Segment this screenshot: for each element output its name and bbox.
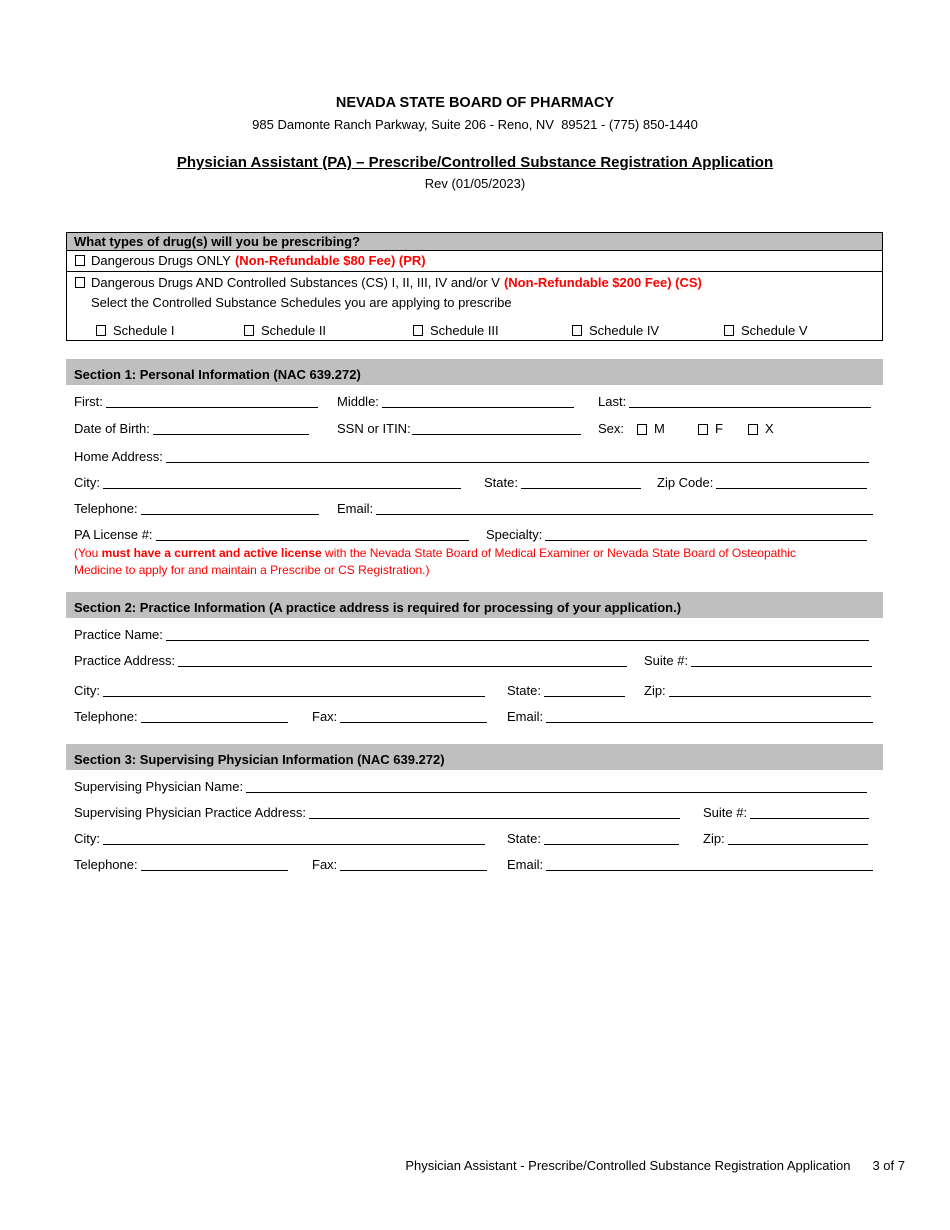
supervisor-zip-input[interactable] — [728, 844, 868, 845]
middle-name-field — [337, 393, 574, 411]
practice-suite-field — [644, 652, 872, 670]
practice-address-field — [74, 652, 627, 670]
sex-m-checkbox[interactable] — [637, 424, 647, 435]
specialty-field — [486, 526, 867, 544]
supervisor-city-field — [74, 830, 485, 848]
practice-address-input[interactable] — [178, 666, 627, 667]
form-revision: Rev (01/05/2023) — [424, 176, 526, 191]
row-divider — [67, 271, 882, 272]
schedule-ii-option[interactable] — [244, 322, 326, 339]
last-name-input[interactable] — [629, 407, 871, 408]
sex-f-label: F — [715, 421, 723, 436]
practice-state-input[interactable] — [544, 696, 625, 697]
license-note-line1 — [74, 545, 796, 561]
practice-fax-field — [312, 708, 487, 726]
license-note-emphasis: must have a current and active license — [101, 546, 322, 560]
schedule-iv-label: Schedule IV — [589, 323, 660, 338]
specialty-input[interactable] — [545, 540, 867, 541]
sex-x-label: X — [765, 421, 774, 436]
supervisor-address-field — [74, 804, 680, 822]
dangerous-and-controlled-label: Dangerous Drugs AND Controlled Substances (CS) I, II, III, IV and/or V — [91, 275, 500, 290]
schedule-iv-checkbox[interactable] — [572, 325, 582, 336]
ssn-field — [337, 420, 581, 438]
telephone-label: Telephone: — [74, 501, 138, 516]
state-field — [484, 474, 641, 492]
dangerous-drugs-only-label: Dangerous Drugs ONLY — [91, 253, 231, 268]
dob-field — [74, 420, 309, 438]
supervisor-city-input[interactable] — [103, 844, 485, 845]
sex-option-m[interactable] — [637, 420, 665, 438]
sex-x-checkbox[interactable] — [748, 424, 758, 435]
schedule-iii-checkbox[interactable] — [413, 325, 423, 336]
email-field — [337, 500, 873, 518]
supervisor-address-input[interactable] — [309, 818, 680, 819]
first-name-input[interactable] — [106, 407, 318, 408]
supervisor-telephone-field — [74, 856, 288, 874]
practice-zip-field — [644, 682, 871, 700]
schedule-i-label: Schedule I — [113, 323, 175, 338]
supervisor-suite-field — [703, 804, 869, 822]
license-note-suffix: with the Nevada State Board of Medical Examiner or Nevada State Board of Osteopathic — [321, 546, 796, 560]
footer-form-name: Physician Assistant - Prescribe/Controlled Substance Registration Application — [405, 1158, 851, 1173]
practice-state-field — [507, 682, 625, 700]
practice-name-label: Practice Name: — [74, 627, 163, 642]
supervisor-state-label: State: — [507, 831, 541, 846]
drug-types-box — [66, 232, 883, 341]
sex-f-checkbox[interactable] — [698, 424, 708, 435]
supervisor-zip-field — [703, 830, 868, 848]
org-address: 985 Damonte Ranch Parkway, Suite 206 - Reno, NV 89521 - (775) 850-1440 — [252, 117, 698, 132]
practice-telephone-field — [74, 708, 288, 726]
pa-license-field — [74, 526, 469, 544]
practice-fax-input[interactable] — [340, 722, 487, 723]
practice-city-label: City: — [74, 683, 100, 698]
supervisor-fax-input[interactable] — [340, 870, 487, 871]
supervisor-telephone-input[interactable] — [141, 870, 288, 871]
schedules-prompt: Select the Controlled Substance Schedules you are applying to prescribe — [91, 295, 512, 310]
practice-suite-label: Suite #: — [644, 653, 689, 668]
dangerous-and-controlled-checkbox[interactable] — [75, 277, 85, 288]
supervisor-telephone-label: Telephone: — [74, 857, 138, 872]
specialty-label: Specialty: — [486, 527, 543, 542]
page-footer — [405, 1157, 905, 1175]
state-input[interactable] — [521, 488, 641, 489]
ssn-input[interactable] — [412, 434, 581, 435]
supervisor-state-input[interactable] — [544, 844, 679, 845]
supervisor-email-label: Email: — [507, 857, 544, 872]
middle-name-label: Middle: — [337, 394, 379, 409]
practice-email-field — [507, 708, 873, 726]
telephone-field — [74, 500, 319, 518]
practice-address-label: Practice Address: — [74, 653, 176, 668]
supervisor-address-label: Supervising Physician Practice Address: — [74, 805, 306, 820]
zip-code-label: Zip Code: — [657, 475, 714, 490]
practice-city-input[interactable] — [103, 696, 485, 697]
practice-state-label: State: — [507, 683, 541, 698]
home-address-field — [74, 448, 869, 466]
supervisor-email-input[interactable] — [546, 870, 873, 871]
org-name: NEVADA STATE BOARD OF PHARMACY — [335, 95, 615, 111]
dob-input[interactable] — [153, 434, 309, 435]
supervisor-city-label: City: — [74, 831, 100, 846]
form-title: Physician Assistant (PA) – Prescribe/Controlled Substance Registration Application — [176, 154, 774, 171]
practice-email-label: Email: — [507, 709, 544, 724]
practice-zip-input[interactable] — [669, 696, 871, 697]
zip-code-input[interactable] — [716, 488, 867, 489]
schedule-ii-label: Schedule II — [261, 323, 327, 338]
supervisor-email-field — [507, 856, 873, 874]
schedule-iii-option[interactable] — [413, 322, 499, 339]
state-label: State: — [484, 475, 518, 490]
practice-city-field — [74, 682, 485, 700]
schedule-i-option[interactable] — [96, 322, 174, 339]
drug-types-question: What types of drug(s) will you be prescribing? — [67, 233, 882, 251]
practice-name-input[interactable] — [166, 640, 869, 641]
sex-field — [598, 420, 638, 438]
telephone-input[interactable] — [141, 514, 319, 515]
sex-label: Sex: — [598, 421, 625, 436]
schedule-iii-label: Schedule III — [430, 323, 499, 338]
city-input[interactable] — [103, 488, 461, 489]
city-label: City: — [74, 475, 100, 490]
schedule-v-checkbox[interactable] — [724, 325, 734, 336]
license-note-prefix: (You — [74, 546, 102, 560]
sex-option-f[interactable] — [698, 420, 723, 438]
supervisor-fax-label: Fax: — [312, 857, 338, 872]
last-name-field — [598, 393, 871, 411]
supervisor-name-label: Supervising Physician Name: — [74, 779, 244, 794]
supervisor-suite-label: Suite #: — [703, 805, 748, 820]
city-field — [74, 474, 461, 492]
page-number: 3 of 7 — [872, 1158, 905, 1173]
ssn-label: SSN or ITIN: — [337, 421, 411, 436]
section1-header: Section 1: Personal Information (NAC 639.272) — [66, 359, 883, 385]
dangerous-and-controlled-fee: (Non-Refundable $200 Fee) (CS) — [503, 275, 702, 290]
supervisor-zip-label: Zip: — [703, 831, 725, 846]
section3-header: Section 3: Supervising Physician Information (NAC 639.272) — [66, 744, 883, 770]
practice-telephone-label: Telephone: — [74, 709, 138, 724]
supervisor-state-field — [507, 830, 679, 848]
practice-telephone-input[interactable] — [141, 722, 288, 723]
option-dangerous-drugs-only[interactable] — [67, 252, 882, 269]
pa-license-input[interactable] — [156, 540, 469, 541]
home-address-input[interactable] — [166, 462, 869, 463]
practice-zip-label: Zip: — [644, 683, 666, 698]
practice-suite-input[interactable] — [691, 666, 872, 667]
email-label: Email: — [337, 501, 374, 516]
license-note-line2: Medicine to apply for and maintain a Prescribe or CS Registration.) — [74, 563, 430, 577]
practice-fax-label: Fax: — [312, 709, 338, 724]
home-address-label: Home Address: — [74, 449, 163, 464]
option-dangerous-and-controlled[interactable] — [67, 274, 882, 291]
supervisor-fax-field — [312, 856, 487, 874]
last-name-label: Last: — [598, 394, 627, 409]
middle-name-input[interactable] — [382, 407, 574, 408]
first-name-field — [74, 393, 318, 411]
dob-label: Date of Birth: — [74, 421, 150, 436]
email-input[interactable] — [376, 514, 873, 515]
supervisor-suite-input[interactable] — [750, 818, 869, 819]
schedule-ii-checkbox[interactable] — [244, 325, 254, 336]
zip-code-field — [657, 474, 867, 492]
dangerous-drugs-only-fee: (Non-Refundable $80 Fee) (PR) — [234, 253, 426, 268]
section2-header: Section 2: Practice Information (A practice address is required for processing of your application.) — [66, 592, 883, 618]
practice-email-input[interactable] — [546, 722, 873, 723]
schedule-v-option[interactable] — [724, 322, 808, 339]
dangerous-drugs-only-checkbox[interactable] — [75, 255, 85, 266]
practice-name-field — [74, 626, 869, 644]
schedule-v-label: Schedule V — [741, 323, 808, 338]
first-name-label: First: — [74, 394, 103, 409]
sex-m-label: M — [654, 421, 665, 436]
supervisor-name-field — [74, 778, 867, 796]
pa-license-label: PA License #: — [74, 527, 153, 542]
sex-option-x[interactable] — [748, 420, 774, 438]
schedule-iv-option[interactable] — [572, 322, 659, 339]
supervisor-name-input[interactable] — [246, 792, 867, 793]
schedule-i-checkbox[interactable] — [96, 325, 106, 336]
